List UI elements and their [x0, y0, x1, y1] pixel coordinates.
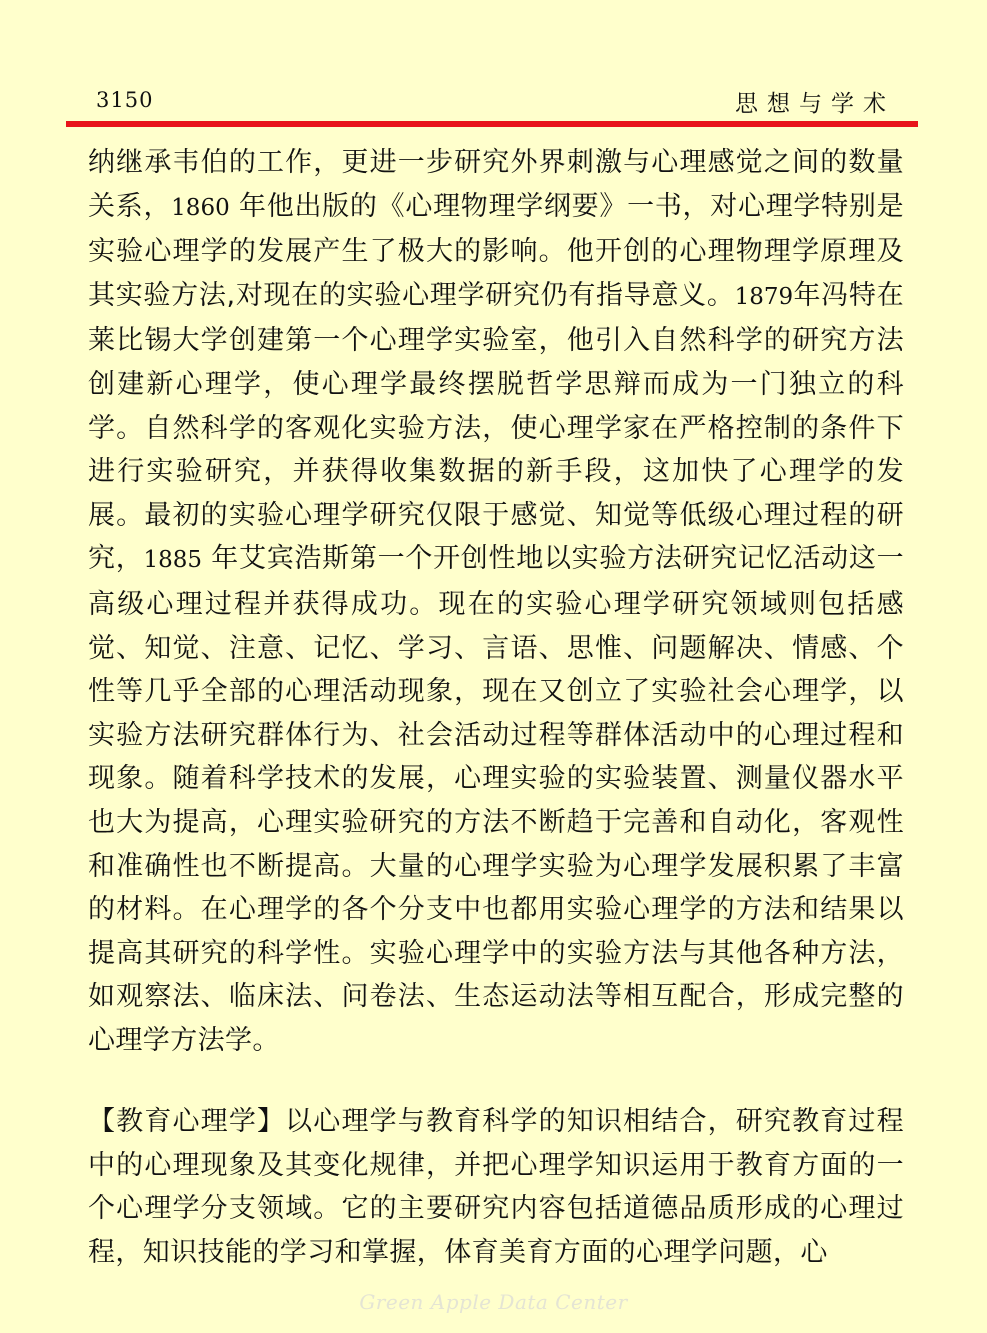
year-number: 1860: [171, 194, 230, 221]
watermark: Green Apple Data Center: [359, 1290, 628, 1314]
paragraph-text: 年艾宾浩斯第一个开创性地以实验方法研究记忆活动这一高级心理过程并获得成功。现在的实验心理学研究领域则包括感觉、知觉、注意、记忆、学习、言语、思惟、问题解决、情感、个性等几乎全部的心理活动现象，现在又创立了实验社会心理学，以实验方法研究群体行为、社会活动过程等群体活动中的心理过程和现象。随着科学技术的发展，心理实验的实验装置、测量仪器水平也大为提高，心理实验研究的方法不断趋于完善和自动化，客观性和准确性也不断提高。大量的心理学实验为心理学发展积累了丰富的材料。在心理学的各个分支中也都用实验心理学的方法和结果以提高其研究的科学性。实验心理学中的实验方法与其他各种方法，如观察法、临床法、问卷法、生态运动法等相互配合，形成完整的心理学方法学。: [88, 543, 904, 1056]
page-number: 3150: [96, 88, 154, 112]
year-number: 1885: [143, 547, 202, 574]
year-number: 1879: [734, 283, 794, 310]
header-rule: [66, 121, 918, 127]
paragraph-text: 【教育心理学】以心理学与教育科学的知识相结合，研究教育过程中的心理现象及其变化规律，并把心理学知识运用于教育方面的一个心理学分支领域。它的主要研究内容包括道德品质形成的心理过程，知识技能的学习和掌握，体育美育方面的心理学问题，心: [88, 1106, 904, 1268]
section-title: 思想与学术: [735, 91, 895, 117]
paragraph-educational-psychology: [88, 1100, 904, 1274]
paragraph-text: 纳继承韦伯的工作，更进一步研究外界刺激与心理感觉之间的数量关系，: [88, 147, 904, 222]
paragraph-text: 年他出版的《心理物理学纲要》一书，对心理学特别是实验心理学的发展产生了极大的影响。他开创的心理物理学原理及其实验方法,对现在的实验心理学研究仍有指导意义。: [88, 190, 904, 311]
paragraph-text: 年冯特在莱比锡大学创建第一个心理学实验室，他引入自然科学的研究方法创建新心理学，使心理学最终摆脱哲学思辩而成为一门独立的科学。自然科学的客观化实验方法，使心理学家在严格控制的条件下进行实验研究，并获得收集数据的新手段，这加快了心理学的发展。最初的实验心理学研究仅限于感觉、知觉等低级心理过程的研究，: [88, 279, 904, 575]
paragraph-experimental-psychology: [88, 141, 904, 1062]
